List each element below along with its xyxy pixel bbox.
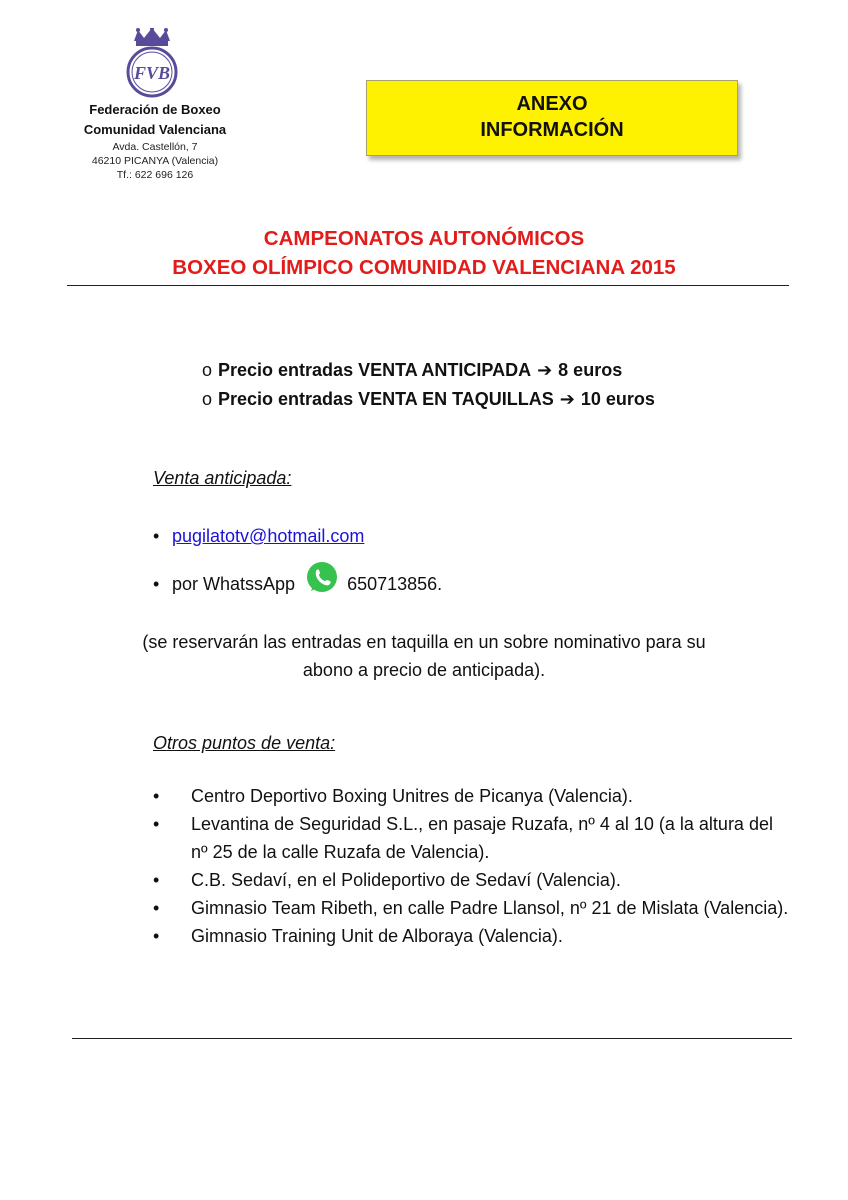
org-name-line2: Comunidad Valenciana (83, 122, 227, 137)
list-item (153, 782, 793, 810)
advance-sale-heading: Venta anticipada: (153, 468, 292, 488)
price-row (202, 356, 655, 385)
crown-icon (134, 28, 170, 46)
circle-bullet-icon: o (202, 360, 213, 380)
arrow-right-icon: ➔ (537, 360, 553, 380)
footer-divider (72, 1038, 792, 1039)
page-title (60, 224, 788, 282)
list-item-text: Levantina de Seguridad S.L., en pasaje Ruzafa, nº 4 al 10 (a la altura del nº 25 de la calle Ruzafa de Valencia). (191, 814, 773, 862)
list-item (153, 866, 793, 894)
federation-logo (124, 28, 180, 98)
email-link[interactable]: pugilatotv@hotmail.com (172, 526, 365, 546)
note-line2: abono a precio de anticipada). (302, 660, 546, 680)
whatsapp-item (153, 572, 442, 596)
list-item-text: C.B. Sedaví, en el Polideportivo de Sedaví (Valencia). (191, 870, 621, 890)
title-line1: CAMPEONATOS AUTONÓMICOS (263, 227, 585, 250)
email-item (153, 524, 364, 548)
annex-line1: ANEXO (516, 93, 588, 115)
price-label: Precio entradas VENTA EN TAQUILLAS (218, 389, 554, 409)
note-line1: (se reservarán las entradas en taquilla en un sobre nominativo para su (142, 632, 706, 652)
phone: Tf.: 622 696 126 (116, 169, 194, 181)
list-item-text: Gimnasio Training Unit de Alboraya (Valencia). (191, 926, 563, 946)
address-line2: 46210 PICANYA (Valencia) (91, 155, 219, 167)
bullet-icon: • (153, 898, 160, 918)
list-item (153, 922, 793, 950)
bullet-icon: • (153, 814, 160, 834)
whatsapp-icon (305, 561, 339, 595)
bullet-icon: • (153, 870, 160, 890)
circle-bullet-icon: o (202, 389, 213, 409)
price-label: Precio entradas VENTA ANTICIPADA (218, 360, 532, 380)
price-list (202, 356, 655, 414)
annex-box (366, 80, 738, 156)
bullet-icon: • (153, 526, 160, 546)
annex-line2: INFORMACIÓN (480, 119, 624, 141)
arrow-right-icon: ➔ (559, 389, 575, 409)
reservation-note (60, 628, 788, 684)
list-item-text: Centro Deportivo Boxing Unitres de Picanya (Valencia). (191, 786, 633, 806)
price-value: 8 euros (558, 360, 623, 380)
other-points-heading: Otros puntos de venta: (153, 733, 336, 753)
address-line1: Avda. Castellón, 7 (112, 141, 198, 153)
title-line2: BOXEO OLÍMPICO COMUNIDAD VALENCIANA 2015 (172, 256, 676, 279)
organization-block (60, 100, 250, 182)
whatsapp-label: por WhatssApp (172, 574, 296, 594)
org-name-line1: Federación de Boxeo (89, 102, 221, 117)
price-value: 10 euros (580, 389, 655, 409)
bullet-icon: • (153, 926, 160, 946)
list-item-text: Gimnasio Team Ribeth, en calle Padre Llansol, nº 21 de Mislata (Valencia). (191, 898, 789, 918)
bullet-icon: • (153, 574, 160, 594)
price-row (202, 385, 655, 414)
whatsapp-number: 650713856. (347, 574, 443, 594)
list-item (153, 894, 793, 922)
title-divider (67, 285, 789, 286)
list-item (153, 810, 793, 866)
logo-monogram: FVB (133, 63, 171, 83)
sale-points-list (153, 782, 793, 950)
bullet-icon: • (153, 786, 160, 806)
